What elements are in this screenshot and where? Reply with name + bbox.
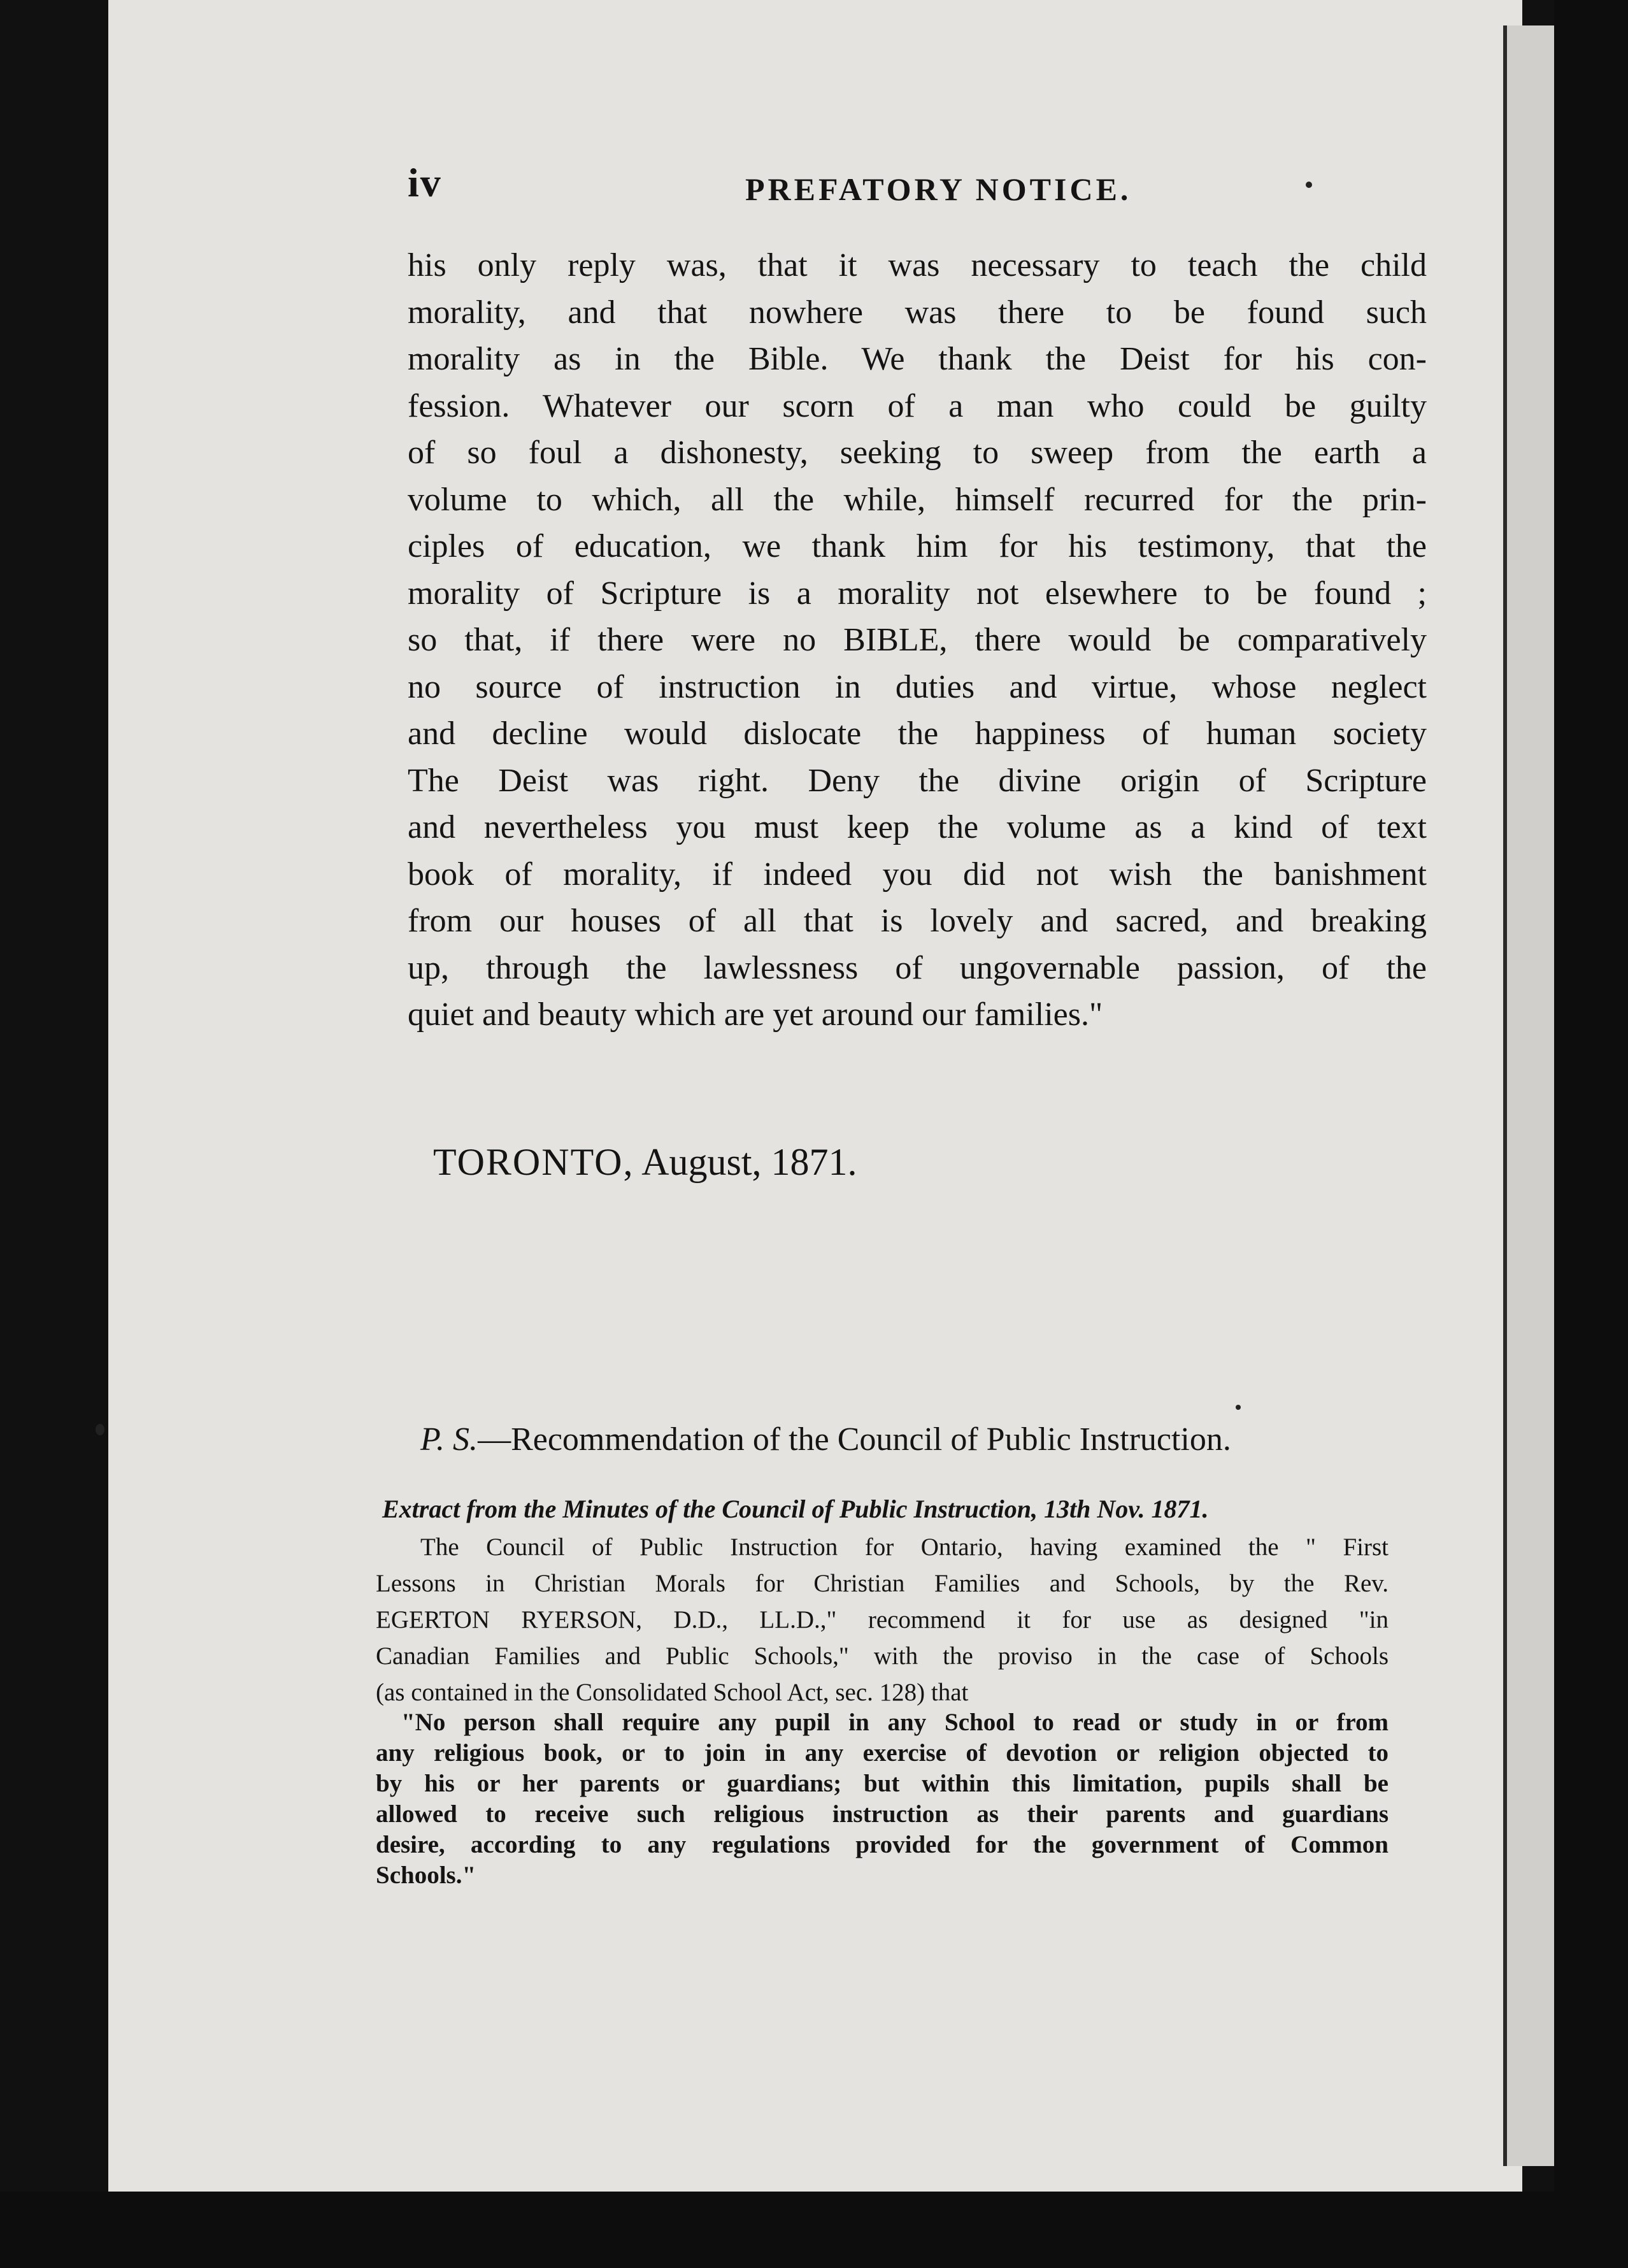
body-line: and decline would dislocate the happiness of human society (408, 715, 1427, 752)
extract-title: Extract from the Minutes of the Council of Public Instruction, 13th Nov. 1871. (382, 1495, 1209, 1523)
body-line: ciples of education, we thank him for his testimony, that the (408, 528, 1427, 564)
signature-place: TORONTO, (433, 1141, 634, 1183)
scan-speck (1306, 182, 1312, 188)
body-line: morality as in the Bible. We thank the Deist for his con- (408, 341, 1427, 377)
body-line: his only reply was, that it was necessary to teach the child (408, 247, 1427, 284)
body-line: so that, if there were no BIBLE, there would be comparatively (408, 622, 1427, 658)
quote-line: by his or her parents or guardians; but within this limitation, pupils shall be (376, 1770, 1389, 1797)
postscript-text: —Recommendation of the Council of Public Instruction. (478, 1421, 1231, 1458)
body-paragraph (408, 242, 1427, 1038)
quote-line: "No person shall require any pupil in any School to read or study in or from (401, 1709, 1389, 1736)
page-number: iv (408, 160, 442, 205)
postscript-label: P. S. (420, 1421, 478, 1458)
body-line: up, through the lawlessness of ungovernable passion, of the (408, 949, 1427, 986)
running-head: PREFATORY NOTICE. (745, 171, 1132, 207)
body-line: book of morality, if indeed you did not wish the banishment (408, 856, 1427, 893)
signature-date: August, 1871. (641, 1141, 857, 1183)
body-line: and nevertheless you must keep the volume as a kind of text (408, 809, 1427, 845)
scan-border-right (1554, 0, 1628, 2268)
quote-line: desire, according to any regulations provided for the government of Common (376, 1831, 1389, 1858)
body-line: quiet and beauty which are yet around our families." (408, 996, 1103, 1033)
adjacent-page-edge (1503, 25, 1558, 2166)
act-quotation (376, 1707, 1389, 1891)
quote-line: Schools." (376, 1862, 476, 1889)
postscript (420, 1421, 1231, 1458)
place-date-signature (433, 1140, 857, 1184)
council-line: (as contained in the Consolidated School Act, sec. 128) that (376, 1679, 969, 1706)
body-line: of so foul a dishonesty, seeking to sweep from the earth a (408, 434, 1427, 471)
body-line: fession. Whatever our scorn of a man who could be guilty (408, 387, 1427, 424)
council-line: The Council of Public Instruction for Ontario, having examined the " First (420, 1533, 1389, 1561)
book-page (108, 0, 1522, 2192)
body-line: morality of Scripture is a morality not elsewhere to be found ; (408, 575, 1427, 612)
quote-line: any religious book, or to join in any exercise of devotion or religion objected to (376, 1739, 1389, 1767)
council-line: EGERTON RYERSON, D.D., LL.D.," recommend it for use as designed "in (376, 1606, 1389, 1633)
council-paragraph (376, 1529, 1389, 1711)
body-line: no source of instruction in duties and virtue, whose neglect (408, 668, 1427, 705)
scan-speck (1236, 1405, 1241, 1410)
council-line: Canadian Families and Public Schools," with the proviso in the case of Schools (376, 1642, 1389, 1670)
council-line: Lessons in Christian Morals for Christian Families and Schools, by the Rev. (376, 1570, 1389, 1597)
body-line: from our houses of all that is lovely and sacred, and breaking (408, 903, 1427, 939)
body-line: volume to which, all the while, himself recurred for the prin- (408, 481, 1427, 518)
scan-speck (96, 1424, 104, 1435)
body-line: morality, and that nowhere was there to be found such (408, 294, 1427, 331)
quote-line: allowed to receive such religious instruction as their parents and guardians (376, 1800, 1389, 1828)
scan-border-bottom (0, 2192, 1628, 2268)
body-line: The Deist was right. Deny the divine origin of Scripture (408, 762, 1427, 799)
